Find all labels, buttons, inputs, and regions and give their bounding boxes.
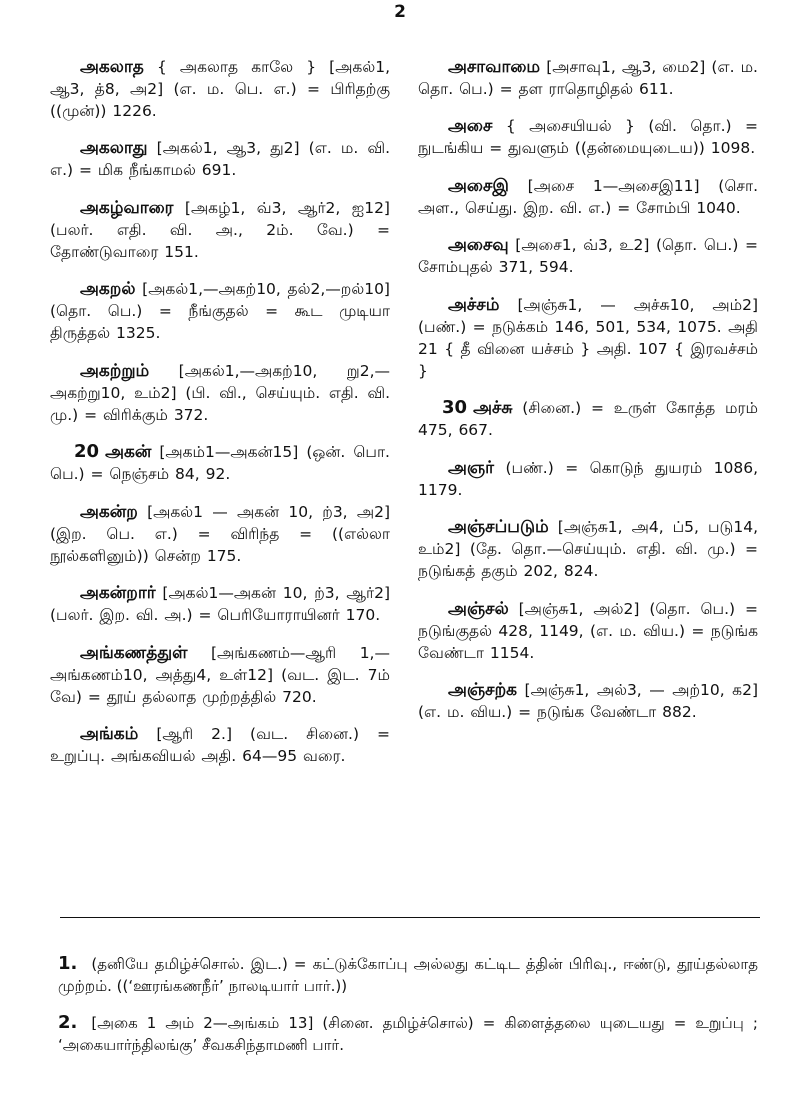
entry-text: [அஞ்சு1, அல்3, — அற்10, க2] (எ. ம. விய.) = நடுங்க வேண்டா 882.	[418, 681, 758, 721]
dictionary-entry	[50, 501, 390, 567]
entry-text: [அகம்1—அகன்15] (ஒன். பொ. பெ.) = நெஞ்சம் 84, 92.	[50, 443, 390, 483]
entry-text: (பண்.) = கொடுந் துயரம் 1086, 1179.	[418, 458, 758, 499]
dictionary-entry	[418, 234, 758, 278]
entry-headword: அசாவாமை	[448, 56, 541, 77]
entry-headword: அகறல்	[80, 279, 136, 299]
footnote	[58, 1012, 758, 1056]
entry-text: [அஞ்சு1, — அச்சு10, அம்2] (பண்.) = நடுக்கம் 146, 501, 534, 1075. அதி 21 { தீ வினை யச்சம் } அதி. 107 { இரவச்சம் }	[418, 295, 758, 380]
entry-text: [அகல்1,—அகற்10, தல்2,—றல்10] (தொ. பெ.) = நீங்குதல் = கூட முடியா திருத்தல் 1325.	[50, 280, 390, 342]
entry-headword: அகன்ற	[80, 501, 138, 522]
entry-headword: அஞ்சல்	[448, 598, 509, 619]
dictionary-entry	[418, 115, 758, 159]
entry-text: (சினை.) = உருள் கோத்த மரம் 475, 667.	[418, 399, 758, 439]
entry-headword: அச்சு	[473, 398, 513, 418]
entry-text: [அகல்1, ஆ3, து2] (எ. ம. வி. எ.) = மிக நீங்காமல் 691.	[50, 139, 390, 179]
entry-headword: அஞ்சப்படும்	[448, 517, 549, 537]
entry-text: [ஆரி 2.] (வட. சினை.) = உறுப்பு. அங்கவியல் அதி. 64—95 வரை.	[50, 725, 390, 765]
dictionary-entry	[418, 397, 758, 441]
page-number: 2	[394, 2, 406, 22]
entry-text: [அசாவு1, ஆ3, மை2] (எ. ம. தொ. பெ.) = தள ராதொழிதல் 611.	[418, 57, 758, 98]
dictionary-entry	[50, 723, 390, 767]
entry-headword: அஞ்சற்க	[448, 680, 518, 700]
dictionary-entry	[418, 679, 758, 723]
dictionary-entry	[50, 582, 390, 626]
entry-headword: அகழ்வாரை	[80, 197, 174, 218]
dictionary-entry	[50, 360, 390, 426]
entry-headword: அகன்றார்	[80, 583, 156, 603]
dictionary-entry	[50, 278, 390, 344]
entry-headword: அங்கம்	[80, 724, 139, 744]
dictionary-entry	[50, 56, 390, 122]
entry-headword: அகன்	[105, 442, 152, 462]
dictionary-entry	[50, 137, 390, 181]
entry-headword: அகற்றும்	[80, 360, 150, 381]
footnote-marker: 2.	[58, 1012, 78, 1033]
entry-headword: அகலாத	[80, 56, 144, 77]
entry-text: [அஞ்சு1, அல்2] (தொ. பெ.) = நடுங்குதல் 428, 1149, (எ. ம. விய.) = நடுங்க வேண்டா 1154.	[418, 599, 758, 662]
entry-headword: அசைவு	[448, 235, 509, 255]
dictionary-entry	[418, 598, 758, 664]
left-column	[50, 40, 390, 781]
entry-text: [அங்கணம்—ஆரி 1,—அங்கணம்10, அத்து4, உள்12] (வட. இட. 7ம் வே) = தூய் தல்லாத முற்றத்தில் 720.	[50, 643, 390, 706]
entry-number: 20	[74, 441, 100, 462]
entry-headword: அகலாது	[80, 138, 148, 158]
dictionary-entry	[418, 175, 758, 219]
dictionary-entry	[418, 457, 758, 501]
entry-text: [அசை1, வ்3, உ2] (தொ. பெ.) = சோம்புதல் 371, 594.	[418, 236, 758, 276]
entry-number: 30	[442, 397, 468, 418]
dictionary-entry	[50, 441, 390, 485]
footnote	[58, 953, 758, 997]
footnote-marker: 1.	[58, 953, 78, 974]
entry-headword: அசைஇ	[448, 175, 509, 196]
footnote-text: [அகை 1 அம் 2—அங்கம் 13] (சினை. தமிழ்ச்சொல்) = கிளைத்தலை யுடையது = உறுப்பு ; ‘அகையார்ந்திலங்கு’ சீவகசிந்தாமணி பார்.	[58, 1014, 758, 1054]
entry-text: [அகல்1 — அகன் 10, ற்3, அ2] (இற. பெ. எ.) = விரிந்த = ((எல்லா நூல்களினும்)) சென்ற 175.	[50, 502, 390, 565]
entry-text: [அகல்1,—அகற்10, று2,—அகற்று10, உம்2] (பி. வி., செய்யும். எதி. வி. மு.) = விரிக்கும் 372.	[50, 361, 390, 424]
entry-text: [அகழ்1, வ்3, ஆர்2, ஐ12] (பலர். எதி. வி. அ., 2ம். வே.) = தோண்டுவாரை 151.	[50, 198, 390, 261]
footnotes	[58, 938, 758, 1066]
entry-headword: அஞர்	[448, 457, 495, 478]
footnote-text: (தனியே தமிழ்ச்சொல். இட.) = கட்டுக்கோப்பு அல்லது கட்டிட த்தின் பிரிவு., ஈண்டு, தூய்தல்லாத முற்றம். ((‘ஊரங்கணநீர்’ நாலடியார் பார்.))	[58, 955, 758, 995]
entry-text: { அகலாத காலே } [அகல்1, ஆ3, த்8, அ2] (எ. ம. பெ. எ.) = பிரிதற்கு ((முன்)) 1226.	[50, 57, 390, 120]
dictionary-entry	[418, 516, 758, 582]
right-column	[418, 40, 758, 737]
entry-headword: அச்சம்	[448, 294, 500, 315]
dictionary-entry	[50, 197, 390, 263]
entry-text: [அகல்1—அகன் 10, ற்3, ஆர்2] (பலர். இற. வி. அ.) = பெரியோராயினர் 170.	[50, 584, 390, 624]
entry-headword: அங்கணத்துள்	[80, 642, 188, 663]
entry-text: { அசையியல் } (வி. தொ.) = நுடங்கிய = துவளும் ((தன்மையுடைய)) 1098.	[418, 117, 758, 157]
entry-text: [அஞ்சு1, அ4, ப்5, படு14, உம்2] (தே. தொ.—செய்யும். எதி. வி. மு.) = நடுங்கத் தகும் 202, 824.	[418, 518, 758, 580]
dictionary-entry	[418, 56, 758, 100]
footnote-divider	[60, 917, 760, 918]
entry-headword: அசை	[448, 116, 493, 136]
dictionary-entry	[50, 642, 390, 708]
entry-text: [அசை 1—அசைஇ11] (சொ. அள., செய்து. இற. வி. எ.) = சோம்பி 1040.	[418, 176, 758, 217]
dictionary-entry	[418, 294, 758, 382]
